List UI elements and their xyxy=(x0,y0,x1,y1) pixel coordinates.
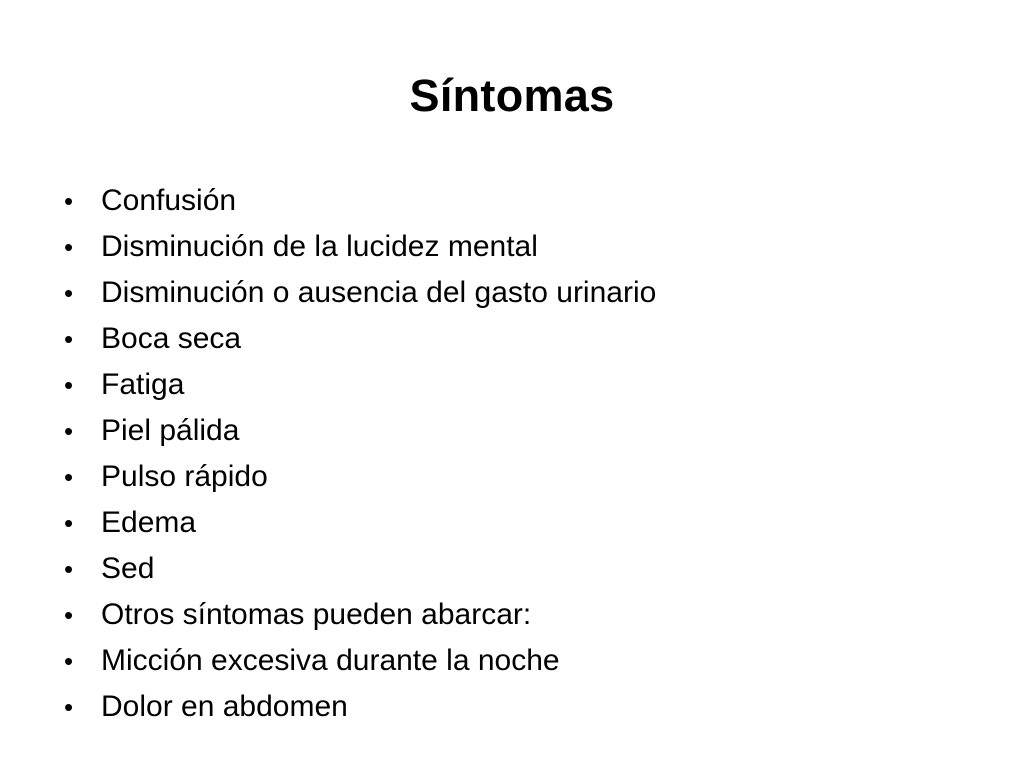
list-item-text: Edema xyxy=(101,506,197,539)
bullet-icon: • xyxy=(64,370,74,400)
list-item-text: Boca seca xyxy=(101,322,242,355)
list-item xyxy=(64,684,656,730)
list-item-text: Dolor en abdomen xyxy=(101,690,348,723)
bullet-icon: • xyxy=(64,508,74,538)
list-item xyxy=(64,316,656,362)
list-item-text: Disminución o ausencia del gasto urinario xyxy=(101,276,657,309)
list-item xyxy=(64,362,656,408)
list-item-text: Fatiga xyxy=(101,368,185,401)
list-item xyxy=(64,270,656,316)
bullet-icon: • xyxy=(64,232,74,262)
bullet-icon: • xyxy=(64,554,74,584)
list-item xyxy=(64,408,656,454)
bullet-icon: • xyxy=(64,600,74,630)
list-item xyxy=(64,500,656,546)
list-item-text: Confusión xyxy=(101,184,237,217)
bullet-icon: • xyxy=(64,692,74,722)
slide-title: Síntomas xyxy=(409,70,615,121)
list-item xyxy=(64,592,656,638)
list-item xyxy=(64,638,656,684)
bullet-icon: • xyxy=(64,646,74,676)
bullet-icon: • xyxy=(64,416,74,446)
list-item-text: Disminución de la lucidez mental xyxy=(101,230,538,263)
bullet-list xyxy=(64,178,656,730)
bullet-icon: • xyxy=(64,324,74,354)
bullet-icon: • xyxy=(64,278,74,308)
list-item-text: Otros síntomas pueden abarcar: xyxy=(101,598,532,631)
bullet-icon: • xyxy=(64,462,74,492)
list-item xyxy=(64,454,656,500)
list-item xyxy=(64,546,656,592)
list-item-text: Sed xyxy=(101,552,155,585)
list-item xyxy=(64,178,656,224)
list-item-text: Micción excesiva durante la noche xyxy=(101,644,560,677)
bullet-icon: • xyxy=(64,186,74,216)
list-item-text: Piel pálida xyxy=(101,414,240,447)
list-item xyxy=(64,224,656,270)
list-item-text: Pulso rápido xyxy=(101,460,268,493)
